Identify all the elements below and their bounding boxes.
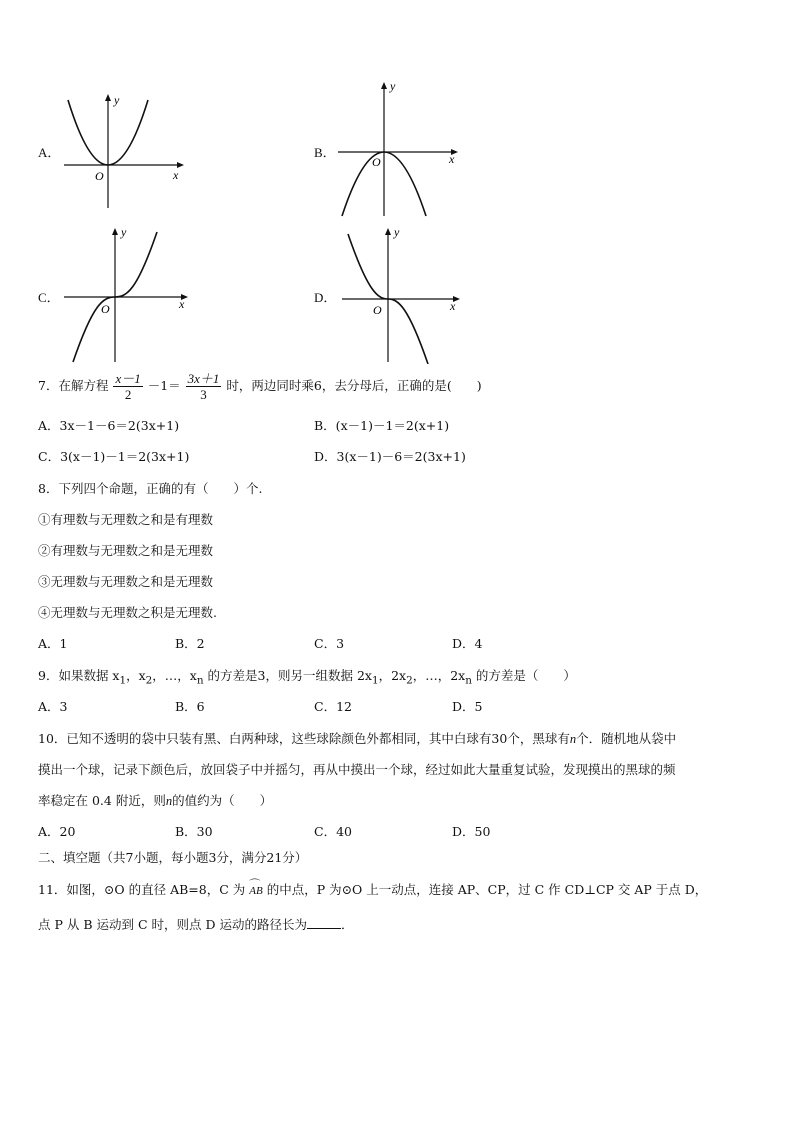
q9-option-b: B．6 — [175, 699, 205, 714]
q10-option-a: A．20 — [38, 824, 76, 839]
q11-line-2 — [38, 915, 354, 933]
graph-b-y-label: y — [390, 79, 396, 93]
graph-c — [58, 224, 193, 364]
q10-line-1 — [38, 729, 676, 747]
option-c-letter: C． — [38, 290, 60, 305]
q8-option-d: D．4 — [452, 636, 483, 651]
q9-sub-5: 2 — [406, 674, 413, 687]
graph-b-origin: O — [372, 155, 381, 169]
graph-a-y-label: y — [114, 93, 120, 107]
q7-option-c: C．3(x－1)－1＝2(3x+1) — [38, 449, 190, 464]
q8-stem: 8．下列四个命题，正确的有（ ）个. — [38, 481, 263, 496]
q9-option-c: C．12 — [314, 699, 352, 714]
q9-stem — [38, 666, 576, 687]
q8-item-1: ①有理数与无理数之和是有理数 — [38, 512, 214, 527]
q7-suffix: 时，两边同时乘6，去分母后，正确的是( ) — [226, 378, 482, 393]
q8-option-b: B．2 — [175, 636, 205, 651]
q7-mid: －1＝ — [147, 378, 181, 393]
graph-d — [336, 224, 471, 364]
q7-frac1-denominator: 2 — [124, 387, 132, 402]
q10-n-variable-1: n — [569, 732, 577, 746]
q10-line-3a: 率稳定在 0.4 附近，则 — [38, 793, 166, 808]
q11-line-1 — [38, 880, 707, 898]
q9-part-1: 9．如果数据 x — [38, 668, 120, 683]
graph-d-x-label: x — [450, 299, 456, 313]
q7-prefix: 7．在解方程 — [38, 378, 109, 393]
q8-item-2: ②有理数与无理数之和是无理数 — [38, 543, 214, 558]
q7-frac2-denominator: 3 — [200, 387, 207, 402]
q7-option-a: A．3x－1－6＝2(3x+1) — [38, 418, 180, 433]
q7-option-d: D．3(x－1)－6＝2(3x+1) — [314, 449, 466, 464]
q7-fraction-2 — [186, 371, 222, 402]
q10-line-3 — [38, 791, 272, 809]
q7-stem — [38, 371, 482, 402]
q8-item-4: ④无理数与无理数之积是无理数. — [38, 605, 217, 620]
q9-option-a: A．3 — [38, 699, 68, 714]
q9-part-4: 的方差是3，则另一组数据 2x — [203, 668, 372, 683]
graph-a-origin: O — [95, 169, 104, 183]
graph-b-x-label: x — [449, 152, 455, 166]
q9-sub-3: n — [196, 674, 204, 687]
graph-c-y-label: y — [121, 225, 127, 239]
q9-part-2: ，x — [126, 668, 146, 683]
q7-frac2-numerator: 3x＋1 — [187, 371, 220, 386]
graph-b — [332, 78, 467, 218]
q10-option-d: D．50 — [452, 824, 491, 839]
q9-option-d: D．5 — [452, 699, 483, 714]
q7-option-b: B．(x－1)－1＝2(x+1) — [314, 418, 450, 433]
q9-sub-4: 1 — [371, 674, 379, 687]
q9-sub-6: n — [465, 674, 472, 687]
q8-option-a: A．1 — [38, 636, 68, 651]
q9-part-3: ，…，x — [152, 668, 197, 683]
graph-a-x-label: x — [173, 168, 179, 182]
section-2-heading: 二、填空题（共7小题，每小题3分，满分21分） — [38, 850, 308, 865]
q7-frac1-numerator: x－1 — [115, 371, 141, 386]
q9-sub-2: 2 — [145, 674, 153, 687]
q10-line-1a: 10．已知不透明的袋中只装有黑、白两种球，这些球除颜色外都相同，其中白球有30个，黑球有 — [38, 731, 570, 746]
q11-arc-ab: ⌒ AB — [249, 885, 262, 897]
q11-line-1a: 11．如图，⊙O 的直径 AB=8，C 为 — [38, 882, 246, 897]
graph-d-origin: O — [373, 303, 382, 317]
q11-answer-blank[interactable] — [307, 916, 341, 929]
q10-option-b: B．30 — [175, 824, 213, 839]
option-d-letter: D． — [314, 290, 337, 305]
option-b-letter: B． — [314, 145, 336, 160]
q9-part-5: ，2x — [378, 668, 407, 683]
q11-line-1b: 的中点，P 为⊙O 上一动点，连接 AP、CP，过 C 作 CD⊥CP 交 AP 于点 D， — [266, 882, 708, 897]
graph-c-x-label: x — [179, 297, 185, 311]
option-a-letter: A． — [38, 145, 61, 160]
q10-line-2: 摸出一个球，记录下颜色后，放回袋子中并摇匀，再从中摸出一个球，经过如此大量重复试验，发现摸出的黑球的频 — [38, 762, 676, 777]
q10-option-c: C．40 — [314, 824, 352, 839]
q11-line-2-text: 点 P 从 B 运动到 C 时，则点 D 运动的路径长为 — [38, 917, 307, 932]
q11-line-2-end: ． — [340, 917, 354, 932]
q8-item-3: ③无理数与无理数之和是无理数 — [38, 574, 214, 589]
graph-c-origin: O — [101, 302, 110, 316]
graph-a — [58, 88, 193, 213]
graph-d-y-label: y — [394, 225, 400, 239]
q7-fraction-1 — [113, 371, 142, 402]
q9-part-7: 的方差是（ ） — [471, 668, 576, 683]
q8-option-c: C．3 — [314, 636, 345, 651]
q9-sub-1: 1 — [119, 674, 127, 687]
q10-line-3b: 的值约为（ ） — [172, 793, 273, 808]
q10-n-variable-2: n — [165, 794, 173, 808]
q9-part-6: ，…，2x — [412, 668, 466, 683]
q10-line-1b: 个．随机地从袋中 — [576, 731, 677, 746]
